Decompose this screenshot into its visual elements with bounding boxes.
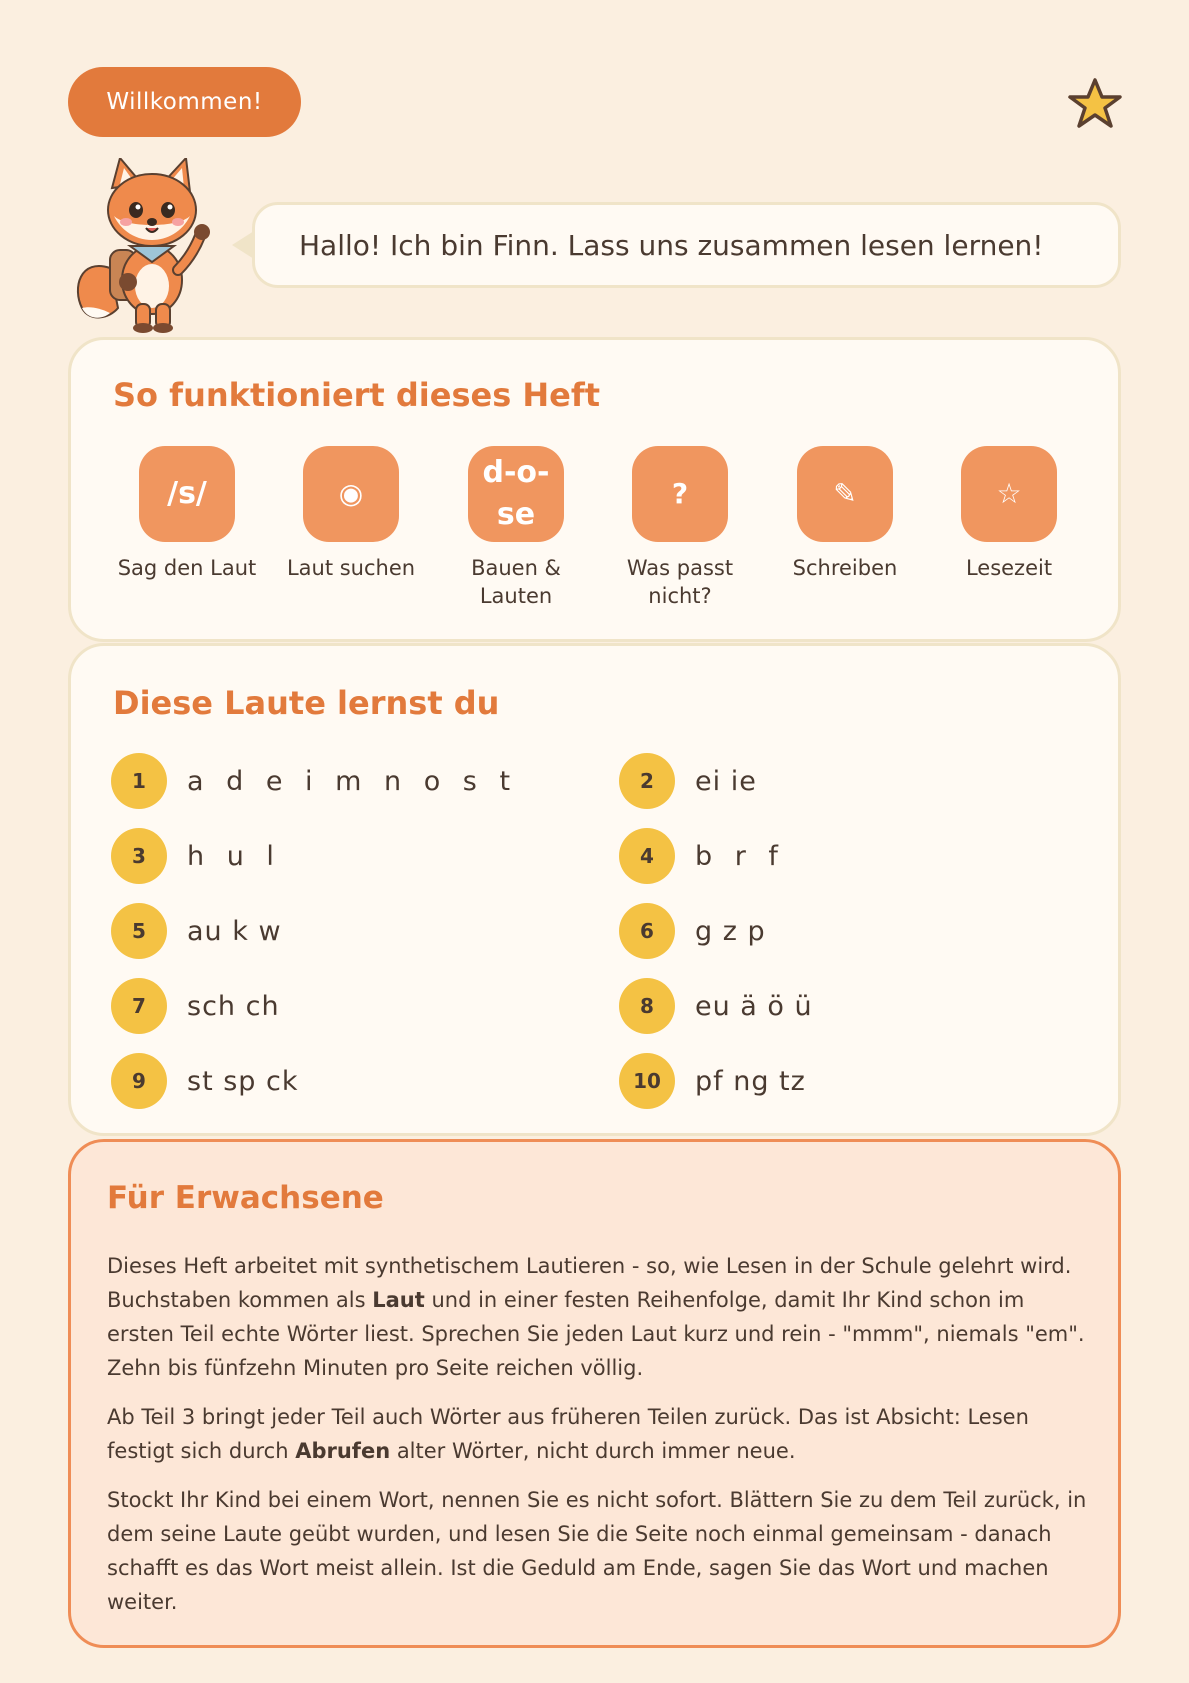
how-item-odd-one-out bbox=[600, 446, 760, 611]
sound-number-badge: 5 bbox=[111, 903, 167, 959]
sound-letters: ei ie bbox=[695, 765, 757, 797]
sound-letters: sch ch bbox=[187, 990, 280, 1022]
sound-row bbox=[111, 903, 282, 959]
speech-bubble-tail bbox=[232, 231, 254, 259]
how-it-works-card bbox=[68, 337, 1121, 642]
sound-letters: eu ä ö ü bbox=[695, 990, 813, 1022]
adults-paragraph-1: Dieses Heft arbeitet mit synthetischem Lautieren - so, wie Lesen in der Schule gelehrt wird. Buchstaben kommen als Laut und in einer festen Reihenfolge, damit Ihr Kind schon im ersten Teil echte Wörter liest. Sprechen Sie jeden Laut kurz und rein - "mmm", niemals "em". Zehn bis fünfzehn Minuten pro Seite reichen völlig. bbox=[107, 1254, 1085, 1380]
sound-number-badge: 2 bbox=[619, 753, 675, 809]
speech-bubble: Hallo! Ich bin Finn. Lass uns zusammen lesen lernen! bbox=[252, 202, 1121, 288]
sound-row bbox=[111, 978, 280, 1034]
syllable-line-2: se bbox=[496, 497, 536, 532]
sound-letters: g z p bbox=[695, 915, 766, 947]
sound-number-badge: 7 bbox=[111, 978, 167, 1034]
how-it-works-title: So funktioniert dieses Heft bbox=[113, 376, 601, 414]
syllable-line-1: d-o- bbox=[482, 455, 550, 490]
how-item-label: Bauen & Lauten bbox=[471, 556, 561, 609]
sound-number-badge: 10 bbox=[619, 1053, 675, 1109]
how-item-reading-time bbox=[929, 446, 1089, 582]
sound-letters: au k w bbox=[187, 915, 282, 947]
pencil-icon: ✎ bbox=[797, 446, 893, 542]
sound-row bbox=[111, 1053, 299, 1109]
adults-title: Für Erwachsene bbox=[107, 1180, 384, 1216]
star-outline-icon: ☆ bbox=[961, 446, 1057, 542]
star-icon bbox=[1067, 76, 1123, 132]
adults-paragraph-3: Stockt Ihr Kind bei einem Wort, nennen Sie es nicht sofort. Blättern Sie zu dem Teil zurück, in dem seine Laute geübt wurden, und lesen Sie die Seite noch einmal gemeinsam - danach schafft es das Wort meist allein. Ist die Geduld am Ende, sagen Sie das Wort und machen weiter. bbox=[107, 1488, 1087, 1614]
sound-number-badge: 8 bbox=[619, 978, 675, 1034]
sound-row bbox=[619, 753, 757, 809]
sound-letters: pf ng tz bbox=[695, 1065, 806, 1097]
how-item-label: Sag den Laut bbox=[117, 556, 257, 580]
question-icon: ? bbox=[632, 446, 728, 542]
sound-row bbox=[619, 828, 785, 884]
sound-letters: a d e i m n o s t bbox=[187, 765, 518, 797]
how-item-say-sound bbox=[107, 446, 267, 582]
target-icon: ◉ bbox=[303, 446, 399, 542]
sounds-title: Diese Laute lernst du bbox=[113, 684, 500, 722]
sound-slash-icon: /s/ bbox=[139, 446, 235, 542]
how-item-label: Lesezeit bbox=[965, 556, 1053, 580]
adults-info-card bbox=[68, 1139, 1121, 1648]
how-item-label: Was passt nicht? bbox=[626, 556, 734, 609]
sound-letters: b r f bbox=[695, 840, 785, 872]
sound-row bbox=[111, 828, 281, 884]
how-item-write bbox=[765, 446, 925, 582]
sound-number-badge: 9 bbox=[111, 1053, 167, 1109]
sounds-card bbox=[68, 643, 1121, 1136]
sound-number-badge: 6 bbox=[619, 903, 675, 959]
fox-mascot-icon bbox=[70, 158, 230, 334]
sound-row bbox=[619, 1053, 806, 1109]
how-item-label: Laut suchen bbox=[286, 556, 416, 580]
adults-body bbox=[107, 1249, 1097, 1634]
how-item-build-sound bbox=[436, 446, 596, 611]
how-item-label: Schreiben bbox=[792, 556, 898, 580]
sound-number-badge: 4 bbox=[619, 828, 675, 884]
syllable-blocks-icon bbox=[468, 446, 564, 542]
welcome-badge: Willkommen! bbox=[68, 67, 301, 137]
sound-number-badge: 1 bbox=[111, 753, 167, 809]
sound-row bbox=[619, 978, 813, 1034]
adults-paragraph-2: Ab Teil 3 bringt jeder Teil auch Wörter aus früheren Teilen zurück. Das ist Absicht: Lesen festigt sich durch Abrufen alter Wörter, nicht durch immer neue. bbox=[107, 1405, 1029, 1463]
sound-row bbox=[619, 903, 766, 959]
sound-letters: h u l bbox=[187, 840, 281, 872]
how-item-find-sound bbox=[271, 446, 431, 582]
sound-number-badge: 3 bbox=[111, 828, 167, 884]
sound-letters: st sp ck bbox=[187, 1065, 299, 1097]
sound-row bbox=[111, 753, 517, 809]
